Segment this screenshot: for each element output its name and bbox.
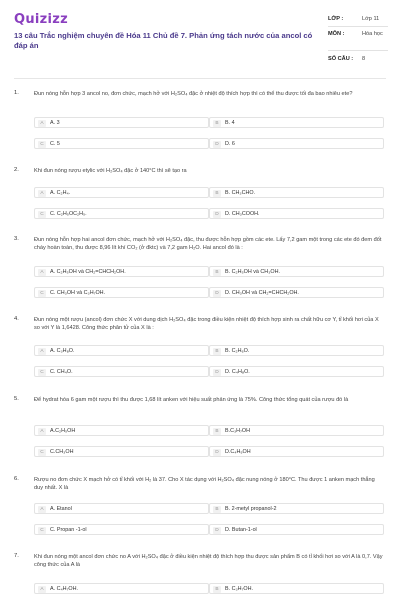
option-letter: B [213, 269, 221, 276]
option-text: A. Etanol [50, 505, 72, 512]
question-number: 6. [14, 476, 19, 482]
worksheet-title: 13 câu Trắc nghiệm chuyên đề Hóa 11 Chủ đề 7. Phản ứng tách nước của ancol có đáp án [14, 31, 313, 50]
question-item [14, 553, 390, 600]
option-text: C. 5 [50, 140, 60, 147]
question-text: Đun nóng một rượu (ancol) đơn chức X với dung dịch H₂SO₄ đặc trong điều kiện nhiệt độ thích hợp sinh ra chất hữu cơ Y, tỉ khối hơi của X so với Y là 1,6428. Công thức phân tử của X là : [34, 317, 379, 332]
question-item [14, 476, 390, 548]
question-number: 4. [14, 316, 19, 322]
option-text: A.C₂H₅OH [50, 427, 76, 434]
question-number: 7. [14, 553, 19, 559]
answer-option[interactable] [34, 138, 209, 149]
option-letter: A [38, 428, 46, 435]
option-text: A. C₂H₅OH và CH₂=CHCH₂OH. [50, 268, 126, 275]
option-text: B. C₃H₇OH. [225, 585, 254, 592]
option-letter: B [213, 506, 221, 513]
question-number: 5. [14, 396, 19, 402]
option-letter: B [213, 190, 221, 197]
meta-divider [328, 26, 388, 27]
question-text: Rượu no đơn chức X mạch hở có tỉ khối với H₂ là 37. Cho X tác dụng với H₂SO₄ đặc nung nóng ở 180°C. Thu được 1 anken mạch thẳng duy nhất. X là [34, 477, 375, 492]
answer-option[interactable] [34, 266, 209, 277]
option-text: D. C₄H₈O. [225, 368, 250, 375]
option-letter: C [38, 290, 46, 297]
option-letter: D [213, 449, 221, 456]
count-value: 8 [362, 56, 366, 62]
question-text: Đun nóng hỗn hợp hai ancol đơn chức, mạch hở với H₂SO₄ đặc, thu được hỗn hợp gồm các ete. Lấy 7,2 gam một trong các ete đó đem đốt cháy hoàn toàn, thu được 8,96 lít khí CO₂ (ở đktc) và 7,2 gam H₂O. Hai ancol đó là : [34, 237, 382, 252]
answer-option[interactable] [209, 583, 384, 594]
option-text: B. CH₃CHO. [225, 189, 256, 196]
option-text: A. 3 [50, 119, 60, 126]
option-letter: C [38, 211, 46, 218]
class-label: LỚP : [328, 16, 344, 22]
question-item [14, 236, 390, 308]
question-number: 2. [14, 167, 19, 173]
option-text: C. CH₄O. [50, 368, 73, 375]
quizizz-logo: Quizizz [14, 12, 69, 27]
option-letter: A [38, 190, 46, 197]
answer-option[interactable] [209, 266, 384, 277]
option-letter: A [38, 120, 46, 127]
option-letter: D [213, 211, 221, 218]
answer-option[interactable] [209, 117, 384, 128]
question-text: Khi đun nóng rượu etylic với H₂SO₄ đặc ở 140°C thì sẽ tạo ra [34, 168, 187, 174]
answer-option[interactable] [209, 345, 384, 356]
option-text: B. 2-metyl propanol-2 [225, 505, 277, 512]
option-letter: D [213, 527, 221, 534]
option-letter: A [38, 506, 46, 513]
option-letter: C [38, 141, 46, 148]
option-text: C. C₂H₅OC₂H₅. [50, 210, 87, 217]
header-divider [14, 78, 386, 79]
question-item [14, 396, 390, 468]
option-letter: D [213, 290, 221, 297]
option-letter: A [38, 586, 46, 593]
answer-option[interactable] [34, 446, 209, 457]
option-text: C. Propan -1-ol [50, 526, 87, 533]
option-letter: C [38, 369, 46, 376]
answer-option[interactable] [34, 524, 209, 535]
option-letter: B [213, 348, 221, 355]
question-text: Đun nóng hỗn hợp 3 ancol no, đơn chức, mạch hở với H₂SO₄ đặc ở nhiệt độ thích hợp thì có thể thu được tối đa bao nhiêu ete? [34, 91, 353, 97]
question-item [14, 90, 390, 160]
option-text: C.CH₃OH [50, 448, 74, 455]
option-letter: A [38, 348, 46, 355]
option-text: A. C₂H₄. [50, 189, 71, 196]
meta-divider [328, 50, 388, 51]
answer-option[interactable] [34, 425, 209, 436]
question-number: 3. [14, 236, 19, 242]
option-letter: B [213, 120, 221, 127]
answer-option[interactable] [34, 287, 209, 298]
option-text: D. 6 [225, 140, 235, 147]
answer-option[interactable] [34, 503, 209, 514]
answer-option[interactable] [209, 187, 384, 198]
option-letter: D [213, 369, 221, 376]
answer-option[interactable] [34, 345, 209, 356]
question-item [14, 316, 390, 388]
option-letter: B [213, 428, 221, 435]
option-text: B. 4 [225, 119, 235, 126]
subject-label: MÔN : [328, 31, 345, 37]
answer-option[interactable] [209, 503, 384, 514]
answer-option[interactable] [209, 446, 384, 457]
count-label: SỐ CÂU : [328, 56, 354, 62]
option-text: D. CH₃OH và CH₂=CHCH₂OH. [225, 289, 299, 296]
option-text: D. Butan-1-ol [225, 526, 257, 533]
answer-option[interactable] [209, 425, 384, 436]
subject-value: Hóa học [362, 31, 383, 37]
option-text: B. C₂H₅OH và CH₃OH. [225, 268, 280, 275]
option-text: D.C₄H₉OH [225, 448, 251, 455]
option-letter: C [38, 449, 46, 456]
question-text: Để hydrat hóa 6 gam một rượu thì thu được 1,68 lít anken với hiệu suất phản ứng là 75%. Công thức tổng quát của rượu đó là [34, 397, 349, 403]
question-text: Khi đun nóng một ancol đơn chức no A với H₂SO₄ đặc ở điều kiện nhiệt độ thích hợp thu được sản phẩm B có tỉ khối hơi so với A là 0,7. Vậy công thức của A là [34, 554, 383, 569]
option-letter: D [213, 141, 221, 148]
option-text: B. C₂H₆O. [225, 347, 250, 354]
answer-option[interactable] [209, 366, 384, 377]
answer-option[interactable] [34, 117, 209, 128]
answer-option[interactable] [34, 187, 209, 198]
option-text: B.C₃H₇OH [225, 427, 251, 434]
option-text: A. C₄H₇OH. [50, 585, 79, 592]
option-text: A. C₃H₈O. [50, 347, 75, 354]
worksheet-header [0, 0, 400, 70]
answer-option[interactable] [34, 366, 209, 377]
option-text: D. CH₃COOH. [225, 210, 260, 217]
answer-option[interactable] [209, 524, 384, 535]
class-value: Lớp 11 [362, 16, 380, 22]
question-item [14, 167, 390, 227]
option-letter: B [213, 586, 221, 593]
answer-option[interactable] [209, 208, 384, 219]
question-number: 1. [14, 90, 19, 96]
answer-option[interactable] [209, 287, 384, 298]
answer-option[interactable] [34, 208, 209, 219]
option-letter: A [38, 269, 46, 276]
option-text: C. CH₃OH và C₃H₇OH. [50, 289, 106, 296]
answer-option[interactable] [209, 138, 384, 149]
answer-option[interactable] [34, 583, 209, 594]
option-letter: C [38, 527, 46, 534]
